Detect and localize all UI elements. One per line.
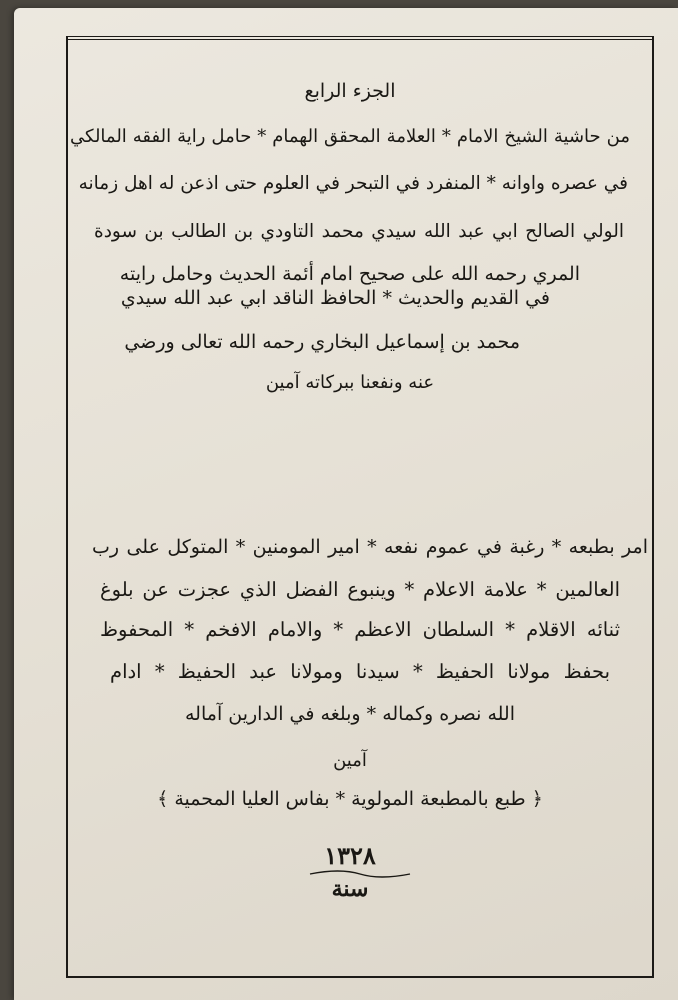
title-line-3: الولي الصالح ابي عبد الله سيدي محمد التاودي بن الطالب بن سودة (94, 221, 624, 242)
title-line-7: عنه ونفعنا ببركاته آمين (265, 372, 435, 393)
colophon-line-4: بحفظ مولانا الحفيظ * سيدنا ومولانا عبد الحفيظ * ادام (110, 660, 610, 683)
title-line-4: المري رحمه الله على صحيح امام أئمة الحديث وحامل رايته (119, 263, 580, 285)
publication-year: ١٣٢٨ (324, 841, 376, 870)
ornament-divider (250, 866, 470, 880)
printer-line: ﴿ طبع بالمطبعة المولوية * بفاس العليا المحمية ﴾ (157, 788, 543, 810)
colophon-amen: آمين (333, 750, 367, 771)
year-word: سنة (331, 876, 369, 902)
title-line-2: في عصره واوانه * المنفرد في التبحر في العلوم حتى اذعن له اهل زمانه (78, 173, 628, 194)
colophon-line-5: الله نصره وكماله * وبلغه في الدارين آماله (185, 703, 515, 725)
colophon-line-2: العالمين * علامة الاعلام * وينبوع الفضل الذي عجزت عن بلوغ (100, 578, 620, 601)
title-line-5: في القديم والحديث * الحافظ الناقد ابي عبد الله سيدي (120, 287, 550, 309)
title-line-6: محمد بن إسماعيل البخاري رحمه الله تعالى ورضي (124, 331, 520, 353)
colophon-line-1: امر بطبعه * رغبة في عموم نفعه * امير المومنين * المتوكل على رب (92, 536, 648, 558)
colophon-line-3: ثنائه الاقلام * السلطان الاعظم * والامام الافخم * المحفوظ (100, 618, 620, 641)
volume-heading: الجزء الرابع (304, 80, 396, 102)
title-line-1: من حاشية الشيخ الامام * العلامة المحقق الهمام * حامل راية الفقه المالكي (70, 126, 630, 147)
